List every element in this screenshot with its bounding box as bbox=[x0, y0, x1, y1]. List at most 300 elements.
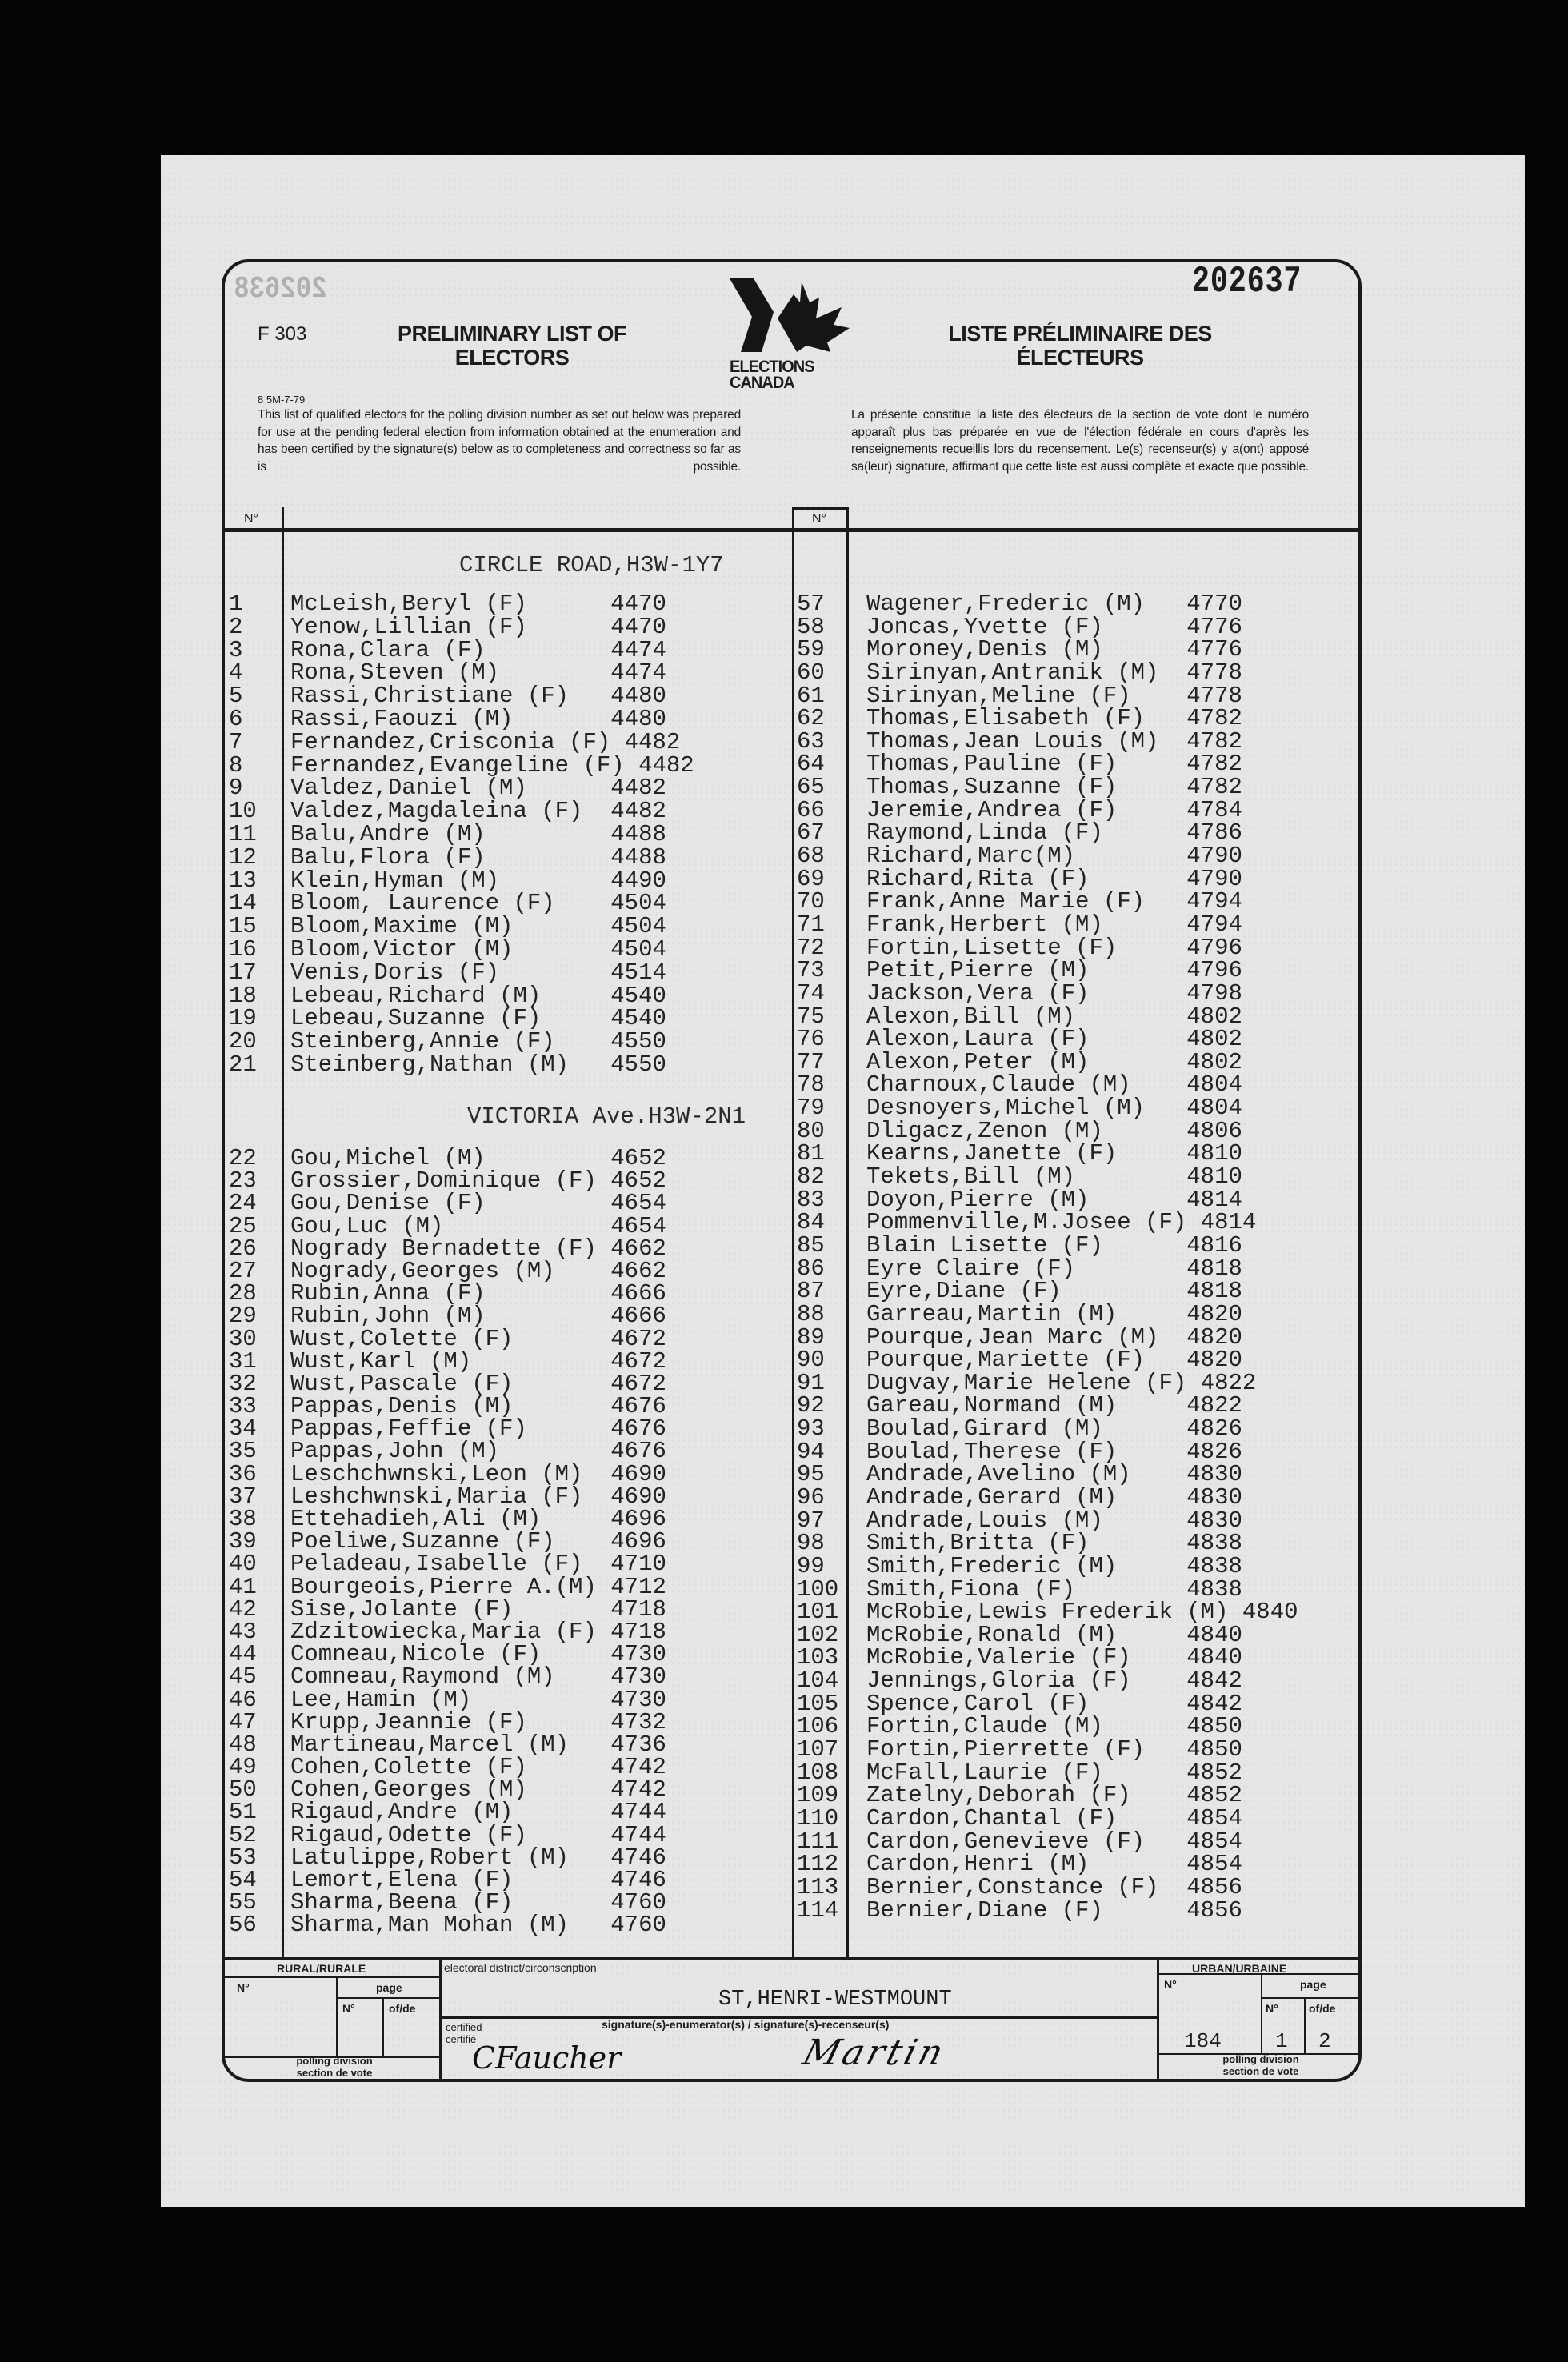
elector-civic-number: 4838 bbox=[1186, 1575, 1242, 1603]
urban-polling-division-number: 184 bbox=[1184, 2029, 1222, 2053]
elector-name: Richard,Marc(M) bbox=[866, 843, 1076, 870]
elector-number: 100 bbox=[797, 1575, 839, 1603]
elector-name: Tekets,Bill (M) bbox=[866, 1163, 1076, 1191]
elector-civic-number: 4826 bbox=[1186, 1438, 1242, 1465]
left-no-column-divider bbox=[282, 507, 284, 1960]
footer-divider bbox=[223, 1957, 1360, 1960]
urban-polling-division-en: polling division bbox=[1222, 2053, 1299, 2065]
right-no-column-label: N° bbox=[812, 512, 826, 526]
elector-name: Jackson,Vera (F) bbox=[866, 979, 1090, 1007]
elector-civic-number: 4540 bbox=[610, 1005, 666, 1032]
elector-civic-number: 4730 bbox=[610, 1641, 666, 1668]
elector-name: Charnoux,Claude (M) bbox=[866, 1071, 1131, 1099]
elector-name: Cardon,Henri (M) bbox=[866, 1851, 1090, 1878]
elector-name: Sharma,Man Mohan (M) bbox=[290, 1912, 570, 1939]
elector-civic-number: 4690 bbox=[610, 1460, 666, 1487]
elector-number: 94 bbox=[797, 1438, 825, 1465]
elector-civic-number: 4482 bbox=[610, 798, 666, 825]
elector-number: 47 bbox=[229, 1708, 257, 1735]
elector-number: 54 bbox=[229, 1867, 257, 1893]
elector-civic-number: 4842 bbox=[1186, 1667, 1242, 1695]
elector-number: 41 bbox=[229, 1573, 257, 1600]
polling-division-en: polling division bbox=[296, 2055, 373, 2067]
elector-number: 50 bbox=[229, 1776, 257, 1804]
elector-number: 8 bbox=[229, 751, 243, 779]
elector-name: Valdez,Daniel (M) bbox=[290, 775, 527, 802]
elector-civic-number: 4830 bbox=[1186, 1461, 1242, 1488]
elector-number: 48 bbox=[229, 1731, 257, 1758]
elector-civic-number: 4504 bbox=[610, 890, 666, 917]
elector-civic-number: 4672 bbox=[610, 1325, 666, 1352]
elector-civic-number: 4850 bbox=[1186, 1736, 1242, 1763]
elector-name: Frank,Herbert (M) bbox=[866, 911, 1103, 938]
elector-number: 64 bbox=[797, 751, 825, 778]
elector-civic-number: 4742 bbox=[610, 1754, 666, 1781]
elector-civic-number: 4710 bbox=[610, 1551, 666, 1578]
elector-civic-number: 4852 bbox=[1186, 1759, 1242, 1786]
elector-civic-number: 4654 bbox=[610, 1212, 666, 1239]
title-french-line-1: LISTE PRÉLIMINAIRE DES bbox=[948, 322, 1212, 346]
elector-civic-number: 4818 bbox=[1186, 1278, 1242, 1305]
maple-leaf-x-icon bbox=[730, 278, 858, 355]
elector-name: Blain Lisette (F) bbox=[866, 1231, 1103, 1259]
elector-civic-number: 4652 bbox=[610, 1167, 666, 1195]
elector-civic-number: 4806 bbox=[1186, 1117, 1242, 1144]
elector-civic-number: 4732 bbox=[610, 1708, 666, 1735]
elector-civic-number: 4840 bbox=[1186, 1644, 1242, 1671]
elector-number: 13 bbox=[229, 867, 257, 894]
elector-number: 42 bbox=[229, 1595, 257, 1623]
elector-civic-number: 4820 bbox=[1186, 1323, 1242, 1351]
elector-civic-number: 4746 bbox=[610, 1844, 666, 1871]
elector-name: Bloom,Maxime (M) bbox=[290, 913, 514, 940]
elector-civic-number: 4470 bbox=[610, 590, 666, 617]
elector-name: Balu,Flora (F) bbox=[290, 843, 486, 871]
elector-civic-number: 4696 bbox=[610, 1528, 666, 1555]
urban-page-no-label: N° bbox=[1266, 2002, 1278, 2015]
elector-number: 7 bbox=[229, 728, 243, 755]
elector-name: Sirinyan,Antranik (M) bbox=[866, 659, 1159, 686]
elector-number: 38 bbox=[229, 1506, 257, 1532]
right-no-column-divider bbox=[846, 507, 849, 1960]
title-french-line-2: ÉLECTEURS bbox=[1016, 346, 1144, 370]
elector-civic-number: 4794 bbox=[1186, 888, 1242, 915]
elector-number: 12 bbox=[229, 843, 257, 871]
elector-name: McRobie,Ronald (M) bbox=[866, 1621, 1118, 1648]
district-value: ST,HENRI-WESTMOUNT bbox=[718, 1988, 952, 2012]
elector-number: 53 bbox=[229, 1844, 257, 1871]
elector-name: McFall,Laurie (F) bbox=[866, 1759, 1103, 1786]
rural-no-label: N° bbox=[237, 1981, 250, 1994]
elector-civic-number: 4712 bbox=[610, 1573, 666, 1600]
elector-number: 76 bbox=[797, 1026, 825, 1053]
elector-civic-number: 4730 bbox=[610, 1686, 666, 1713]
elector-civic-number: 4852 bbox=[1186, 1782, 1242, 1809]
elector-name: Raymond,Linda (F) bbox=[866, 819, 1103, 847]
elector-number: 5 bbox=[229, 683, 243, 710]
rural-page-label: page bbox=[376, 1981, 402, 1994]
elector-number: 49 bbox=[229, 1754, 257, 1781]
elector-name: Petit,Pierre (M) bbox=[866, 957, 1090, 984]
elector-number: 92 bbox=[797, 1392, 825, 1419]
elector-number: 95 bbox=[797, 1461, 825, 1488]
elector-number: 29 bbox=[229, 1303, 257, 1330]
elector-number: 43 bbox=[229, 1618, 257, 1645]
elector-civic-number: 4470 bbox=[610, 613, 666, 640]
rural-page-no-label: N° bbox=[342, 2002, 355, 2015]
elector-civic-number: 4652 bbox=[610, 1145, 666, 1171]
rural-label: RURAL/RURALE bbox=[277, 1962, 366, 1975]
elector-name: Eyre,Diane (F) bbox=[866, 1278, 1062, 1305]
elector-civic-number: 4802 bbox=[1186, 1048, 1242, 1075]
elector-name: Wust,Pascale (F) bbox=[290, 1370, 514, 1397]
elector-number: 89 bbox=[797, 1323, 825, 1351]
elector-civic-number: 4550 bbox=[610, 1028, 666, 1055]
elector-civic-number: 4488 bbox=[610, 820, 666, 847]
elector-number: 28 bbox=[229, 1280, 257, 1307]
elector-number: 60 bbox=[797, 659, 825, 686]
elector-civic-number: 4830 bbox=[1186, 1483, 1242, 1511]
elector-civic-number: 4736 bbox=[610, 1731, 666, 1758]
elector-name: Alexon,Laura (F) bbox=[866, 1026, 1090, 1053]
elector-name: Andrade,Gerard (M) bbox=[866, 1483, 1118, 1511]
elector-civic-number: 4482 bbox=[610, 775, 666, 802]
elector-civic-number: 4826 bbox=[1186, 1415, 1242, 1443]
street-heading-circle-road: CIRCLE ROAD,H3W-1Y7 bbox=[459, 552, 724, 578]
elector-name: Venis,Doris (F) bbox=[290, 959, 500, 986]
elector-name: Rigaud,Andre (M) bbox=[290, 1799, 514, 1826]
elector-number: 65 bbox=[797, 774, 825, 801]
elector-name: Comneau,Raymond (M) bbox=[290, 1663, 555, 1691]
elector-civic-number: 4482 bbox=[624, 728, 681, 755]
elector-name: Eyre Claire (F) bbox=[866, 1255, 1076, 1282]
elector-name: Rigaud,Odette (F) bbox=[290, 1821, 527, 1848]
elector-civic-number: 4480 bbox=[610, 683, 666, 710]
elector-number: 79 bbox=[797, 1095, 825, 1122]
elector-name: Lee,Hamin (M) bbox=[290, 1686, 472, 1713]
certified-en: certified bbox=[446, 2021, 482, 2033]
elector-number: 72 bbox=[797, 934, 825, 961]
elector-number: 20 bbox=[229, 1028, 257, 1055]
elector-number: 34 bbox=[229, 1415, 257, 1443]
title-english-line-1: PRELIMINARY LIST OF bbox=[397, 322, 626, 346]
elector-number: 70 bbox=[797, 888, 825, 915]
urban-label: URBAN/URBAINE bbox=[1192, 1962, 1287, 1975]
elector-name: Leschchwnski,Leon (M) bbox=[290, 1460, 583, 1487]
elector-civic-number: 4790 bbox=[1186, 865, 1242, 892]
elector-civic-number: 4822 bbox=[1186, 1392, 1242, 1419]
elector-civic-number: 4746 bbox=[610, 1867, 666, 1893]
elector-number: 111 bbox=[797, 1828, 839, 1855]
elector-civic-number: 4794 bbox=[1186, 911, 1242, 938]
urban-no-label: N° bbox=[1164, 1978, 1177, 1991]
elector-number: 81 bbox=[797, 1140, 825, 1167]
elector-number: 75 bbox=[797, 1003, 825, 1030]
elector-civic-number: 4760 bbox=[610, 1912, 666, 1939]
elector-civic-number: 4490 bbox=[610, 867, 666, 894]
elector-number: 27 bbox=[229, 1257, 257, 1284]
elector-name: Fortin,Claude (M) bbox=[866, 1713, 1103, 1740]
elector-name: Fortin,Lisette (F) bbox=[866, 934, 1118, 961]
elector-name: Wust,Colette (F) bbox=[290, 1325, 514, 1352]
elector-civic-number: 4782 bbox=[1186, 705, 1242, 732]
elector-name: Nogrady Bernadette (F) bbox=[290, 1235, 597, 1262]
elector-civic-number: 4770 bbox=[1186, 590, 1242, 617]
elector-name: Thomas,Pauline (F) bbox=[866, 751, 1118, 778]
elector-number: 90 bbox=[797, 1347, 825, 1374]
elector-civic-number: 4810 bbox=[1186, 1163, 1242, 1191]
elector-civic-number: 4818 bbox=[1186, 1255, 1242, 1282]
elector-number: 73 bbox=[797, 957, 825, 984]
elector-civic-number: 4856 bbox=[1186, 1873, 1242, 1900]
elector-number: 15 bbox=[229, 913, 257, 940]
elector-civic-number: 4474 bbox=[610, 636, 666, 663]
elector-number: 84 bbox=[797, 1209, 825, 1236]
elector-civic-number: 4804 bbox=[1186, 1095, 1242, 1122]
left-no-column-label: N° bbox=[244, 512, 258, 526]
elector-name: Sise,Jolante (F) bbox=[290, 1595, 514, 1623]
elector-name: Gou,Denise (F) bbox=[290, 1190, 486, 1217]
elector-number: 107 bbox=[797, 1736, 839, 1763]
elector-name: Klein,Hyman (M) bbox=[290, 867, 500, 894]
elector-number: 25 bbox=[229, 1212, 257, 1239]
elector-civic-number: 4790 bbox=[1186, 843, 1242, 870]
elector-number: 46 bbox=[229, 1686, 257, 1713]
elector-number: 69 bbox=[797, 865, 825, 892]
elector-number: 102 bbox=[797, 1621, 839, 1648]
elector-name: McLeish,Beryl (F) bbox=[290, 590, 527, 617]
elector-civic-number: 4744 bbox=[610, 1821, 666, 1848]
elector-civic-number: 4796 bbox=[1186, 957, 1242, 984]
elector-civic-number: 4854 bbox=[1186, 1851, 1242, 1878]
elector-number: 74 bbox=[797, 979, 825, 1007]
elector-civic-number: 4690 bbox=[610, 1483, 666, 1510]
elector-name: Martineau,Marcel (M) bbox=[290, 1731, 570, 1758]
elector-civic-number: 4504 bbox=[610, 913, 666, 940]
elector-name: Smith,Britta (F) bbox=[866, 1530, 1090, 1557]
elector-name: Steinberg,Annie (F) bbox=[290, 1028, 555, 1055]
intro-english: This list of qualified electors for the polling division number as set out below was prepared for use at the pending federal election from information obtained at the enumeration and has been certified by the signature(s) below as to completeness and correctness so far as is possible. bbox=[258, 408, 741, 474]
elector-number: 14 bbox=[229, 890, 257, 917]
elector-number: 40 bbox=[229, 1551, 257, 1578]
elector-number: 6 bbox=[229, 705, 243, 732]
elector-number: 23 bbox=[229, 1167, 257, 1195]
elector-number: 4 bbox=[229, 659, 243, 687]
urban-page-of-label: of/de bbox=[1309, 2002, 1336, 2015]
elector-civic-number: 4540 bbox=[610, 982, 666, 1009]
elector-name: Rassi,Faouzi (M) bbox=[290, 705, 514, 732]
elector-name: Lebeau,Suzanne (F) bbox=[290, 1005, 542, 1032]
elector-name: Rassi,Christiane (F) bbox=[290, 683, 570, 710]
elector-number: 9 bbox=[229, 775, 243, 802]
elector-civic-number: 4840 bbox=[1186, 1621, 1242, 1648]
elector-name: Pappas,Denis (M) bbox=[290, 1393, 514, 1420]
elector-civic-number: 4850 bbox=[1186, 1713, 1242, 1740]
elector-name: Dligacz,Zenon (M) bbox=[866, 1117, 1103, 1144]
title-english-line-2: ELECTORS bbox=[454, 346, 570, 370]
urban-page-number: 1 bbox=[1275, 2029, 1288, 2053]
elector-civic-number: 4672 bbox=[610, 1370, 666, 1397]
elector-name: Fernandez,Crisconia (F) bbox=[290, 728, 611, 755]
elector-number: 98 bbox=[797, 1530, 825, 1557]
signature-enumerator-2: Martin bbox=[798, 2032, 951, 2073]
elector-number: 18 bbox=[229, 982, 257, 1009]
elector-civic-number: 4514 bbox=[610, 959, 666, 986]
elector-civic-number: 4802 bbox=[1186, 1026, 1242, 1053]
elector-civic-number: 4784 bbox=[1186, 796, 1242, 823]
elector-name: Garreau,Martin (M) bbox=[866, 1300, 1118, 1327]
elector-civic-number: 4798 bbox=[1186, 979, 1242, 1007]
elector-civic-number: 4838 bbox=[1186, 1552, 1242, 1579]
elector-name: Bloom,Victor (M) bbox=[290, 935, 514, 963]
elector-name: Leshchwnski,Maria (F) bbox=[290, 1483, 583, 1510]
elector-name: Comneau,Nicole (F) bbox=[290, 1641, 542, 1668]
elector-number: 37 bbox=[229, 1483, 257, 1510]
elector-number: 112 bbox=[797, 1851, 839, 1878]
right-no-box-top bbox=[792, 507, 846, 510]
elector-number: 56 bbox=[229, 1912, 257, 1939]
elector-name: Steinberg,Nathan (M) bbox=[290, 1051, 570, 1078]
elector-civic-number: 4838 bbox=[1186, 1530, 1242, 1557]
elector-name: Cohen,Georges (M) bbox=[290, 1776, 527, 1804]
elector-name: Jeremie,Andrea (F) bbox=[866, 796, 1118, 823]
elector-civic-number: 4776 bbox=[1186, 636, 1242, 663]
elector-civic-number: 4676 bbox=[610, 1438, 666, 1465]
elector-civic-number: 4662 bbox=[610, 1257, 666, 1284]
elector-civic-number: 4854 bbox=[1186, 1804, 1242, 1832]
elector-number: 10 bbox=[229, 798, 257, 825]
elector-name: Sirinyan,Meline (F) bbox=[866, 682, 1131, 709]
elector-name: Cohen,Colette (F) bbox=[290, 1754, 527, 1781]
elector-number: 67 bbox=[797, 819, 825, 847]
elector-civic-number: 4776 bbox=[1186, 613, 1242, 640]
elector-name: Rona,Steven (M) bbox=[290, 659, 500, 687]
elector-civic-number: 4840 bbox=[1242, 1599, 1298, 1626]
elector-name: Wagener,Frederic (M) bbox=[866, 590, 1146, 617]
elector-name: Yenow,Lillian (F) bbox=[290, 613, 527, 640]
elector-name: Bernier,Diane (F) bbox=[866, 1896, 1103, 1924]
elector-number: 97 bbox=[797, 1507, 825, 1534]
elector-name: Gou,Michel (M) bbox=[290, 1145, 486, 1171]
elector-civic-number: 4786 bbox=[1186, 819, 1242, 847]
elector-number: 21 bbox=[229, 1051, 257, 1078]
elector-number: 87 bbox=[797, 1278, 825, 1305]
elector-civic-number: 4662 bbox=[610, 1235, 666, 1262]
elector-number: 71 bbox=[797, 911, 825, 938]
elector-number: 16 bbox=[229, 935, 257, 963]
elector-number: 113 bbox=[797, 1873, 839, 1900]
elector-name: Boulad,Girard (M) bbox=[866, 1415, 1103, 1443]
elector-civic-number: 4676 bbox=[610, 1415, 666, 1443]
elector-name: Pommenville,M.Josee (F) bbox=[866, 1209, 1187, 1236]
elector-number: 93 bbox=[797, 1415, 825, 1443]
elector-civic-number: 4718 bbox=[610, 1618, 666, 1645]
elector-civic-number: 4822 bbox=[1200, 1369, 1257, 1396]
elector-number: 85 bbox=[797, 1231, 825, 1259]
elector-name: Pourque,Jean Marc (M) bbox=[866, 1323, 1159, 1351]
elector-number: 26 bbox=[229, 1235, 257, 1262]
title-french bbox=[928, 322, 1232, 370]
elector-name: Smith,Fiona (F) bbox=[866, 1575, 1076, 1603]
elector-civic-number: 4856 bbox=[1186, 1896, 1242, 1924]
elector-civic-number: 4804 bbox=[1186, 1071, 1242, 1099]
elector-name: Pourque,Mariette (F) bbox=[866, 1347, 1146, 1374]
elector-number: 86 bbox=[797, 1255, 825, 1282]
rural-page-of-label: of/de bbox=[389, 2002, 416, 2015]
elector-name: Valdez,Magdaleina (F) bbox=[290, 798, 583, 825]
elector-number: 66 bbox=[797, 796, 825, 823]
elector-name: Zatelny,Deborah (F) bbox=[866, 1782, 1131, 1809]
elector-civic-number: 4782 bbox=[1186, 751, 1242, 778]
title-english bbox=[368, 322, 656, 370]
elector-name: Zdzitowiecka,Maria (F) bbox=[290, 1618, 597, 1645]
elector-number: 88 bbox=[797, 1300, 825, 1327]
elector-civic-number: 4474 bbox=[610, 659, 666, 687]
elector-name: Sharma,Beena (F) bbox=[290, 1889, 514, 1916]
elector-name: Kearns,Janette (F) bbox=[866, 1140, 1118, 1167]
elector-number: 39 bbox=[229, 1528, 257, 1555]
elector-name: Smith,Frederic (M) bbox=[866, 1552, 1118, 1579]
urban-polling-division-label bbox=[1181, 2053, 1341, 2077]
elector-name: Ettehadieh,Ali (M) bbox=[290, 1506, 542, 1532]
elector-civic-number: 4810 bbox=[1186, 1140, 1242, 1167]
elector-number: 109 bbox=[797, 1782, 839, 1809]
elector-civic-number: 4778 bbox=[1186, 659, 1242, 686]
elector-name: Cardon,Chantal (F) bbox=[866, 1804, 1118, 1832]
elector-name: Lebeau,Richard (M) bbox=[290, 982, 542, 1009]
elector-number: 55 bbox=[229, 1889, 257, 1916]
signature-enumerator-1: CFaucher bbox=[472, 2040, 622, 2076]
elector-number: 103 bbox=[797, 1644, 839, 1671]
urban-page-total: 2 bbox=[1318, 2029, 1331, 2053]
elector-civic-number: 4480 bbox=[610, 705, 666, 732]
elector-number: 22 bbox=[229, 1145, 257, 1171]
elector-name: Poeliwe,Suzanne (F) bbox=[290, 1528, 555, 1555]
signature-label: signature(s)-enumerator(s) / signature(s)-recenseur(s) bbox=[602, 2018, 890, 2031]
elector-number: 24 bbox=[229, 1190, 257, 1217]
elector-name: Grossier,Dominique (F) bbox=[290, 1167, 597, 1195]
elector-name: Wust,Karl (M) bbox=[290, 1347, 472, 1375]
elector-name: Richard,Rita (F) bbox=[866, 865, 1090, 892]
elector-civic-number: 4696 bbox=[610, 1506, 666, 1532]
elector-number: 30 bbox=[229, 1325, 257, 1352]
elector-number: 62 bbox=[797, 705, 825, 732]
serial-number: 202637 bbox=[1192, 261, 1302, 302]
elector-number: 2 bbox=[229, 613, 243, 640]
elector-number: 44 bbox=[229, 1641, 257, 1668]
elector-civic-number: 4814 bbox=[1200, 1209, 1257, 1236]
urban-polling-division-fr: section de vote bbox=[1222, 2065, 1299, 2077]
elector-name: Alexon,Peter (M) bbox=[866, 1048, 1090, 1075]
elector-number: 80 bbox=[797, 1117, 825, 1144]
elector-number: 32 bbox=[229, 1370, 257, 1397]
elector-name: Fernandez,Evangeline (F) bbox=[290, 751, 625, 779]
elector-civic-number: 4796 bbox=[1186, 934, 1242, 961]
elector-number: 51 bbox=[229, 1799, 257, 1826]
elector-name: Thomas,Elisabeth (F) bbox=[866, 705, 1146, 732]
elector-number: 52 bbox=[229, 1821, 257, 1848]
elector-civic-number: 4778 bbox=[1186, 682, 1242, 709]
logo-text-canada: CANADA bbox=[730, 374, 794, 392]
elector-name: Thomas,Suzanne (F) bbox=[866, 774, 1118, 801]
elector-civic-number: 4550 bbox=[610, 1051, 666, 1078]
elector-name: Thomas,Jean Louis (M) bbox=[866, 727, 1159, 755]
elector-name: Dugvay,Marie Helene (F) bbox=[866, 1369, 1187, 1396]
elector-number: 58 bbox=[797, 613, 825, 640]
elector-number: 83 bbox=[797, 1186, 825, 1213]
elector-number: 45 bbox=[229, 1663, 257, 1691]
elector-civic-number: 4666 bbox=[610, 1280, 666, 1307]
